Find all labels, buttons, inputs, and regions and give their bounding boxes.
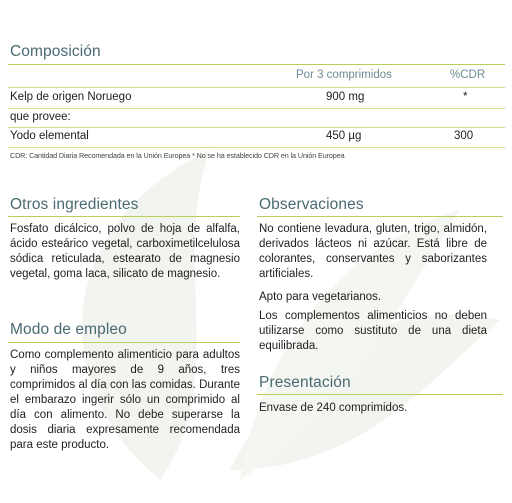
presentacion-title: Presentación	[259, 374, 351, 391]
composicion-title-rule	[8, 64, 505, 65]
table-row-cdr: *	[463, 91, 468, 103]
column-header-per-dose: Por 3 comprimidos	[296, 69, 392, 81]
table-row-amount: 900 mg	[326, 91, 365, 103]
cdr-footnote: CDR: Cantidad Diaria Recomendada en la Unión Europea * No se ha establecido CDR en la Unión Europea	[10, 151, 345, 160]
table-header-rule	[8, 87, 505, 88]
presentacion-text: Envase de 240 comprimidos.	[259, 402, 408, 414]
modo-de-empleo-rule	[8, 342, 240, 343]
table-row-rule	[8, 127, 505, 128]
table-row-cdr: 300	[454, 130, 474, 142]
table-row-name: Yodo elemental	[10, 130, 89, 142]
observaciones-title: Observaciones	[259, 196, 364, 213]
otros-ingredientes-title: Otros ingredientes	[10, 196, 139, 213]
column-header-cdr: %CDR	[450, 69, 486, 81]
observaciones-text-1: No contiene levadura, gluten, trigo, almidón, derivados lácteos ni azúcar. Está libre de colorantes, conservantes y saborizantes artificiales.	[259, 223, 487, 280]
modo-de-empleo-title: Modo de empleo	[10, 321, 127, 338]
composicion-title: Composición	[10, 43, 101, 60]
otros-ingredientes-text: Fosfato dicálcico, polvo de hoja de alfalfa, ácido esteárico vegetal, carboximetilcelulosa sódica reticulada, estearato de magnesio vegetal, goma laca, silicato de magnesio.	[10, 223, 240, 280]
observaciones-text-3: Los complementos alimenticios no deben utilizarse como sustituto de una dieta equilibrada.	[259, 310, 487, 352]
table-row-rule	[8, 108, 505, 109]
table-row-name: Kelp de origen Noruego	[10, 91, 132, 103]
observaciones-rule	[257, 216, 503, 217]
table-row-name: que provee:	[10, 111, 71, 123]
modo-de-empleo-text: Como complemento alimenticio para adultos y niños mayores de 9 años, tres comprimidos al día con las comidas. Durante el embarazo ingerir sólo un comprimido al día con alimento. No debe superarse la dosis diaria expresamente recomendada para este producto.	[10, 349, 240, 451]
table-row-rule	[8, 147, 505, 148]
presentacion-rule	[257, 394, 503, 395]
table-row-amount: 450 µg	[326, 130, 362, 142]
otros-ingredientes-rule	[8, 216, 240, 217]
observaciones-text-2: Apto para vegetarianos.	[259, 291, 382, 303]
